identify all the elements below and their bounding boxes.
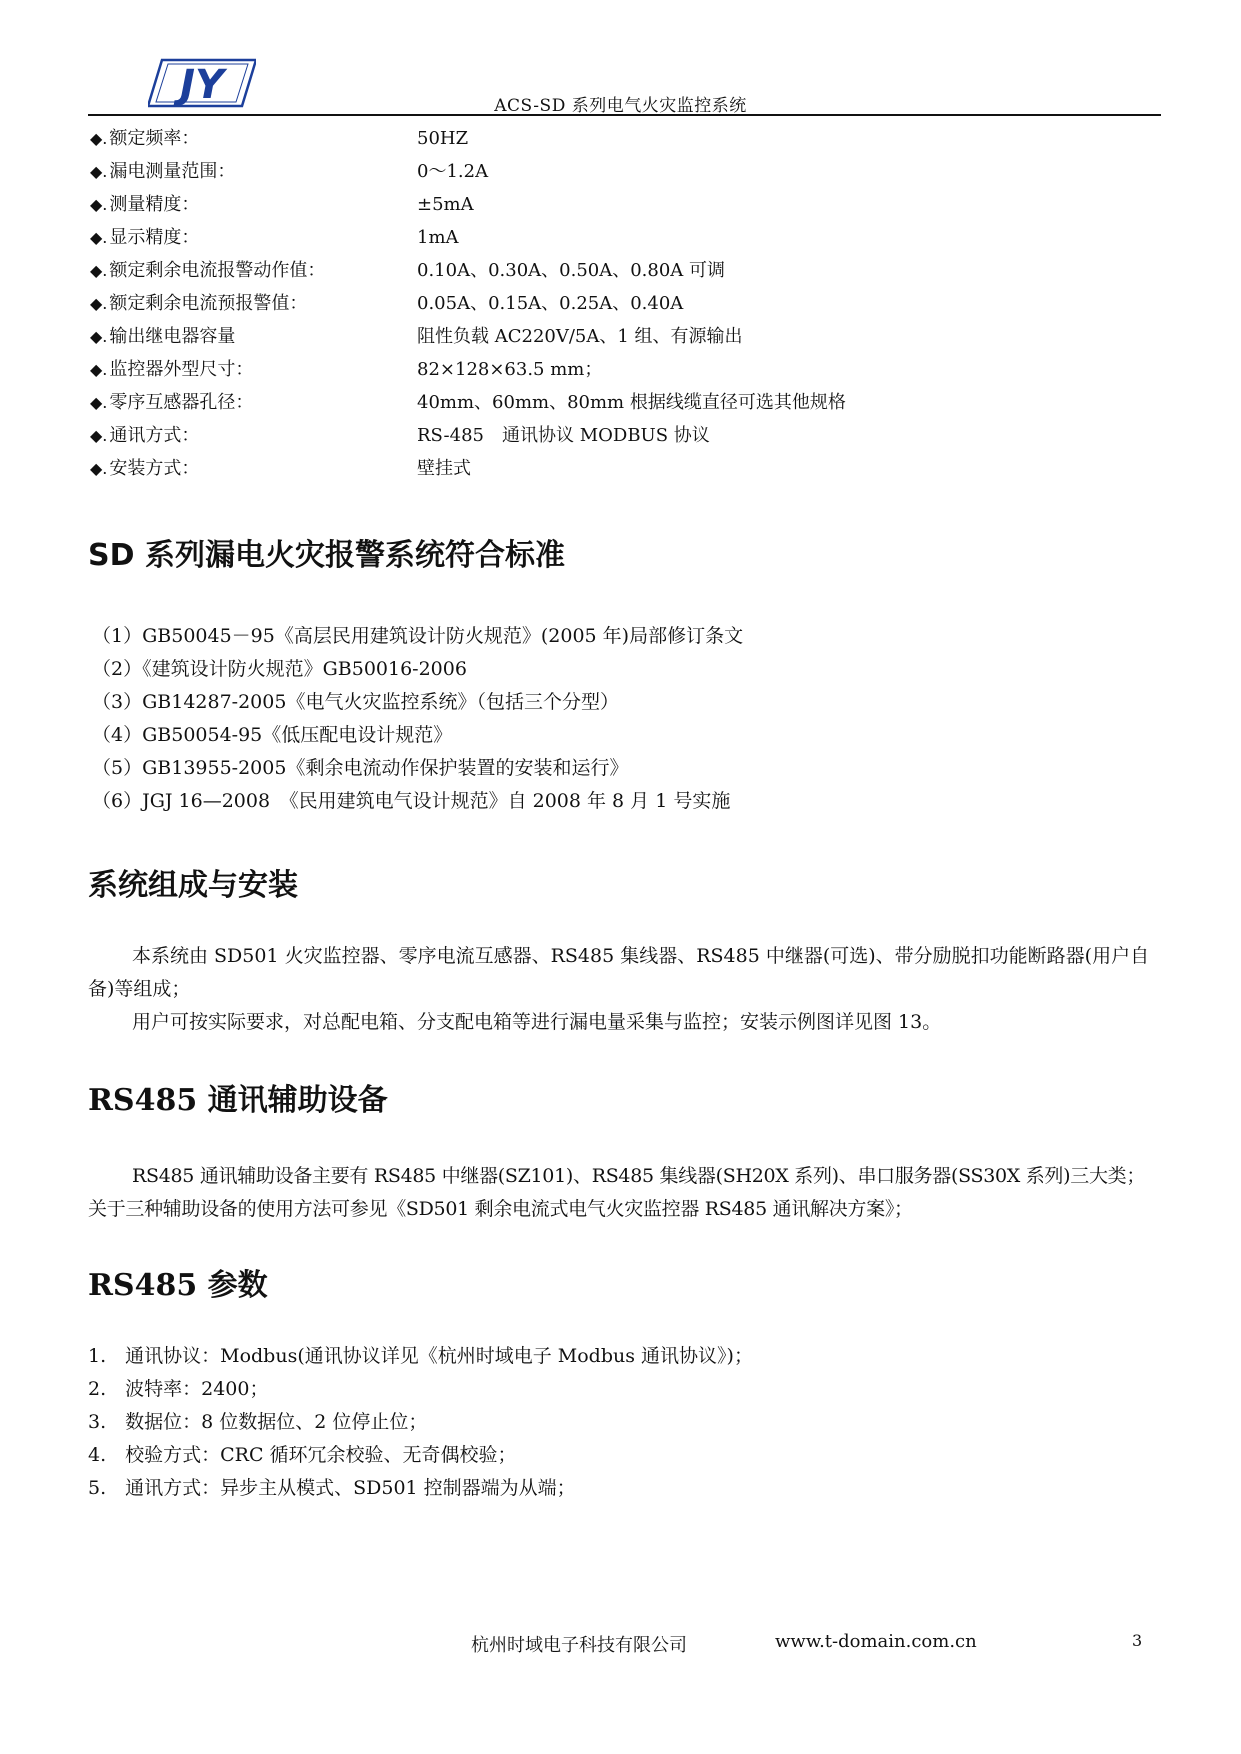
spec-value: 40mm、60mm、80mm 根据线缆直径可选其他规格 [417,392,846,413]
logo-text: JY [180,62,224,108]
spec-label: 额定剩余电流预报警值： [109,293,308,314]
spec-label: 监控器外型尺寸： [109,359,254,380]
list-item: （3）GB14287-2005《电气火灾监控系统》（包括三个分型） [92,691,619,713]
spec-value: RS-485 通讯协议 MODBUS 协议 [417,425,710,446]
spec-value: 82×128×63.5 mm； [417,359,603,380]
diamond-bullet-icon: ◆. [90,195,108,214]
spec-label: 额定剩余电流报警动作值： [109,260,326,281]
section-heading-system: 系统组成与安装 [88,868,298,903]
list-item: 3. 数据位：8 位数据位、2 位停止位； [88,1411,428,1433]
diamond-bullet-icon: ◆. [90,426,108,445]
diamond-bullet-icon: ◆. [90,294,108,313]
list-item: （5）GB13955-2005《剩余电流动作保护装置的安装和运行》 [92,757,629,779]
section-heading-aux: RS485 通讯辅助设备 [88,1083,388,1118]
spec-value: 0～1.2A [417,161,489,182]
aux-paragraph: RS485 通讯辅助设备主要有 RS485 中继器(SZ101)、RS485 集线器(SH20X 系列)、串口服务器(SS30X 系列)三大类；关于三种辅助设备的使用方法可参见《SD501 剩余电流式电气火灾监控器 RS485 通讯解决方案》； [88,1165,1146,1220]
diamond-bullet-icon: ◆. [90,129,108,148]
spec-label: 输出继电器容量 [109,326,236,347]
system-paragraph-1: 本系统由 SD501 火灾监控器、零序电流互感器、RS485 集线器、RS485 中继器(可选)、带分励脱扣功能断路器(用户自备)等组成； [88,945,1150,1000]
diamond-bullet-icon: ◆. [90,327,108,346]
list-item: 4. 校验方式：CRC 循环冗余校验、无奇偶校验； [88,1444,517,1466]
list-item: （6）JGJ 16—2008 《民用建筑电气设计规范》自 2008 年 8 月 1 号实施 [92,790,731,812]
spec-label: 通讯方式： [109,425,200,446]
section-heading-standards: SD 系列漏电火灾报警系统符合标准 [88,538,565,573]
document-title: ACS-SD 系列电气火灾监控系统 [494,96,747,116]
spec-label: 测量精度： [109,194,200,215]
diamond-bullet-icon: ◆. [90,459,108,478]
spec-value: ±5mA [417,194,474,215]
list-item: 5. 通讯方式：异步主从模式、SD501 控制器端为从端； [88,1477,576,1499]
system-paragraph-2: 用户可按实际要求，对总配电箱、分支配电箱等进行漏电量采集与监控；安装示例图详见图 13。 [132,1011,942,1033]
spec-label: 显示精度： [109,227,200,248]
spec-value: 阻性负载 AC220V/5A、1 组、有源输出 [417,326,743,347]
list-item: （1）GB50045－95《高层民用建筑设计防火规范》(2005 年)局部修订条文 [92,625,744,647]
spec-value: 壁挂式 [417,458,471,479]
diamond-bullet-icon: ◆. [90,228,108,247]
list-item: （2）《建筑设计防火规范》GB50016-2006 [92,658,467,680]
spec-value: 0.10A、0.30A、0.50A、0.80A 可调 [417,260,726,281]
diamond-bullet-icon: ◆. [90,393,108,412]
spec-value: 1mA [417,227,459,248]
list-item: （4）GB50054-95《低压配电设计规范》 [92,724,453,746]
diamond-bullet-icon: ◆. [90,162,108,181]
list-item: 1. 通讯协议：Modbus(通讯协议详见《杭州时域电子 Modbus 通讯协议》)； [88,1345,753,1367]
header-divider [88,114,1161,116]
diamond-bullet-icon: ◆. [90,261,108,280]
spec-label: 安装方式： [109,458,200,479]
section-heading-params: RS485 参数 [88,1268,268,1303]
spec-value: 0.05A、0.15A、0.25A、0.40A [417,293,684,314]
diamond-bullet-icon: ◆. [90,360,108,379]
spec-value: 50HZ [417,128,469,149]
footer-company: 杭州时域电子科技有限公司 [471,1635,687,1656]
footer-website: www.t-domain.com.cn [775,1631,977,1652]
params-list [88,1340,753,1505]
page-number: 3 [1132,1631,1143,1650]
spec-label: 零序互感器孔径： [109,392,254,413]
standards-list [92,620,743,818]
list-item: 2. 波特率：2400； [88,1378,269,1400]
spec-label: 漏电测量范围： [109,161,236,182]
spec-label: 额定频率： [109,128,200,149]
